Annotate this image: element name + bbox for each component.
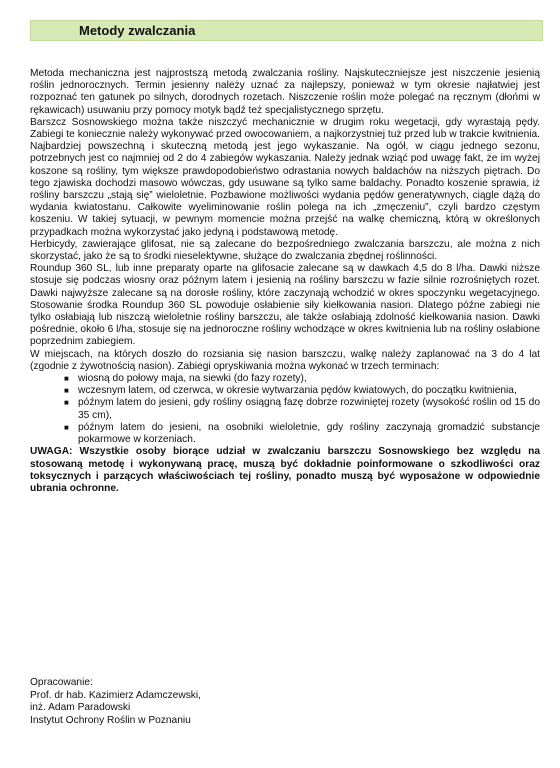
spraying-terms-list — [30, 373, 540, 446]
list-item: ■ późnym latem do jesieni, na osobniki wieloletnie, gdy rośliny zaczynają gromadzić substancje pokarmowe w korzeniach. — [64, 421, 540, 446]
paragraph-spraying-terms: W miejscach, na których doszło do rozsiania się nasion barszczu, walkę należy zaplanować na 3 do 4 lat (zgodnie z żywotnością nasion). Zabiegi opryskiwania można wykonać w trzech terminach: — [30, 348, 540, 372]
section-header-bar — [30, 20, 543, 41]
list-item: ■ późnym latem do jesieni, gdy rośliny osiągną fazę dobrze rozwiniętej rozety (wysokość roślin od 15 do 35 cm), — [64, 397, 540, 421]
credits-label: Opracowanie: — [30, 677, 93, 688]
paragraph-mowing: Barszcz Sosnowskiego można także niszczyć mechanicznie w drugim roku wegetacji, gdy wyrastają pędy. Zabiegi te koniecznie należy wykonywać przed owocowaniem, a najkorzystniej tuż przed lub w trakcie kwitnienia. Najbardziej powszechną i skuteczną metodą jest jego wykaszanie. Na ogół, w ciągu jednego sezonu, potrzebnych jest co najmniej od 2 do 4 zabiegów wykaszania. Należy jednak wziąć pod uwagę fakt, że im wyżej koszone są rośliny, tym większe prawdopodobieństwo odrastania nowych baldachów na niższych piętrach. Do tego zjawiska dochodzi masowo wówczas, gdy usuwane są tylko same baldachy. Ponadto koszenie sprawia, iż rośliny barszczu „stają się” wieloletnie. Pozbawione możliwości wydania pędów generatywnych, ciągle dążą do wydania kwiatostanu. Całkowite wyeliminowanie roślin polega na ich „zmęczeniu”, czyli bardzo częstym koszeniu. W takiej sytuacji, w pewnym momencie można przejść na walkę chemiczną, którą w określonych przypadkach można wykorzystać jako jedyną i podstawową metodę. — [30, 116, 540, 238]
list-item: ■ wiosną do połowy maja, na siewki (do fazy rozety), — [64, 373, 307, 385]
credits-author-2: inż. Adam Paradowski — [30, 702, 131, 714]
list-item: ■ wczesnym latem, od czerwca, w okresie wytwarzania pędów kwiatowych, do początku kwitnienia, — [64, 385, 517, 397]
warning-paragraph: UWAGA: Wszystkie osoby biorące udział w zwalczaniu barszczu Sosnowskiego bez względu na stosowaną metodę i wykonywaną pracę, muszą być dokładnie poinformowane o szkodliwości oraz toksycznych i parzących właściwościach tej rośliny, ponadto muszą być wyposażone w odpowiednie ubrania ochronne. — [30, 446, 540, 494]
bullet-icon: ■ — [64, 398, 69, 408]
paragraph-herbicides: Herbicydy, zawierające glifosat, nie są zalecane do bezpośredniego zwalczania barszczu, ale można z nich skorzystać, jako że są to środki nieselektywne, służące do zwalczania zbędnej roślinności. — [30, 238, 540, 263]
footer-credits — [30, 677, 201, 727]
section-title: Metody zwalczania — [79, 23, 196, 38]
bullet-icon: ■ — [64, 374, 69, 384]
bullet-icon: ■ — [64, 386, 69, 396]
paragraph-roundup: Roundup 360 SL, lub inne preparaty oparte na glifosacie zalecane są w dawkach 4,5 do 8 l/ha. Dawki niższe stosuje się podczas wiosny oraz późnym latem i jesienią na rośliny barszczu w fazie silnie rozrośniętych rozet. Dawki najwyższe zalecane są na dorosłe rośliny, które zaczynają wchodzić w okres spoczynku wegetacyjnego. Stosowanie środka Roundup 360 SL powoduje osłabienie siły kiełkowania nasion. Dlatego późne zabiegi nie tylko osłabiają lub niszczą wieloletnie rośliny barszczu, ale także osłabiają zdolność kiełkowania nasion. Dawki pośrednie, około 6 l/ha, stosuje się na jednoroczne rośliny wchodzące w okres kwitnienia lub na rośliny osłabione poprzednim zabiegiem. — [30, 263, 540, 348]
paragraph-mechanical: Metoda mechaniczna jest najprostszą metodą zwalczania rośliny. Najskuteczniejsze jest niszczenie jesienią roślin jednorocznych. Termin jesienny należy uznać za najlepszy, ponieważ w tym okresie najłatwiej jest rozpoznać ten gatunek po silnych, dorodnych rozetach. Niszczenie roślin może polegać na ręcznym (dłońmi w rękawicach) usuwaniu przy pomocy motyk bądź też specjalistycznego sprzętu. — [30, 68, 540, 116]
credits-author-1: Prof. dr hab. Kazimierz Adamczewski, — [30, 689, 201, 701]
credits-institution: Instytut Ochrony Roślin w Poznaniu — [30, 714, 191, 726]
bullet-icon: ■ — [64, 422, 69, 432]
document-body — [30, 68, 540, 495]
